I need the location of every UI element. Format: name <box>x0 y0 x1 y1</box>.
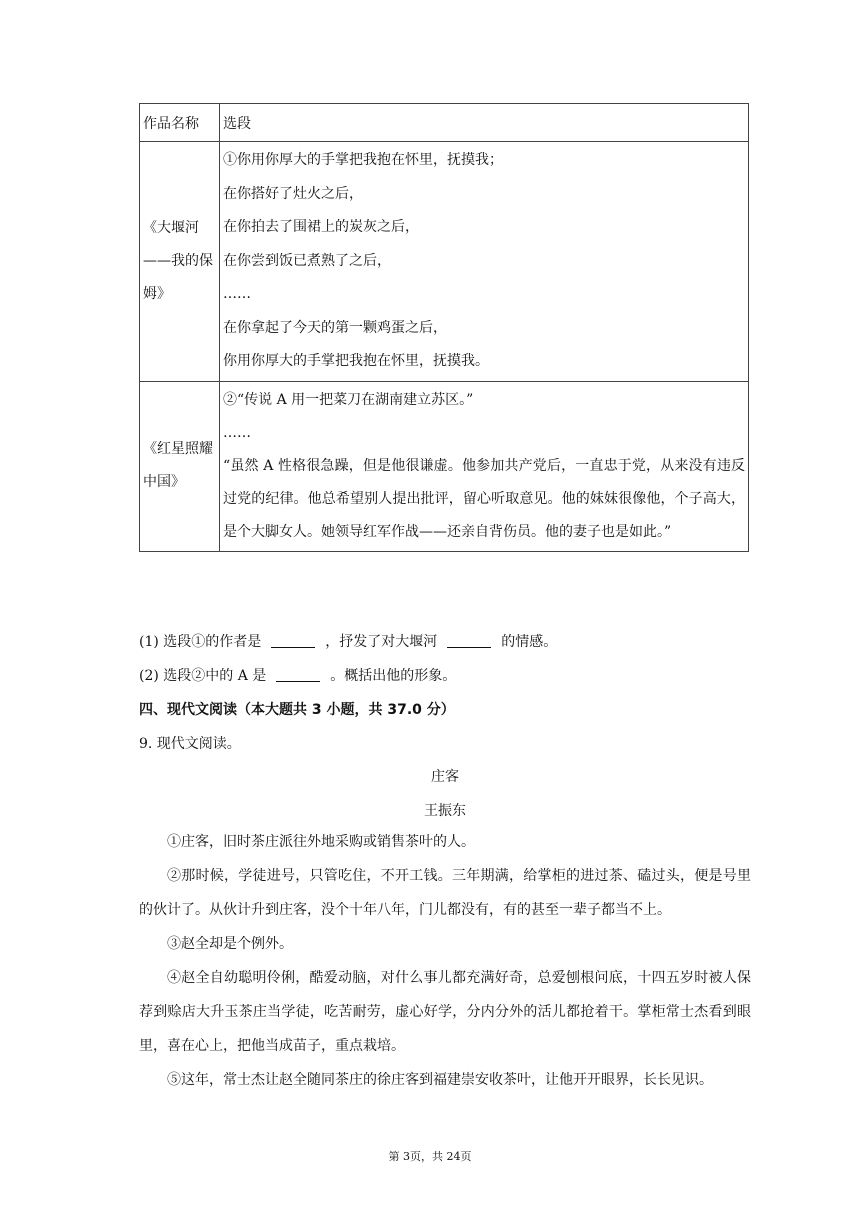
article-author: 王振东 <box>424 803 466 819</box>
header-work-name: 作品名称 <box>140 104 220 142</box>
question-1-text-a: (1) 选段①的作者是 <box>139 634 262 650</box>
excerpt-line: …… <box>223 424 251 441</box>
section-title: 四、现代文阅读（本大题共 3 小题，共 37.0 分） <box>139 702 455 718</box>
excerpt-2-cell <box>220 381 749 551</box>
question-1 <box>139 631 557 651</box>
answer-blank[interactable] <box>271 633 315 648</box>
excerpt-1-cell <box>220 142 749 382</box>
article-paragraph: ②那时候，学徒进号，只管吃住，不开工钱。三年期满，给掌柜的进过茶、磕过头，便是号里的伙计了。从伙计升到庄客，没个十年八年，门儿都没有，有的甚至一辈子都当不上。 <box>139 868 751 918</box>
question-1-text-b: ，抒发了对大堰河 <box>325 634 438 650</box>
poem-line: ①你用你厚大的手掌把我抱在怀里，抚摸我； <box>223 152 503 168</box>
excerpt-paragraph: “虽然 A 性格很急躁，但是他很谦虚。他参加共产党后，一直忠于党，从来没有违反过党的纪律。他总希望别人提出批评，留心听取意见。他的妹妹很像他，个子高大，是个大脚女人。她领导红军作战——还亲自背伤员。他的妻子也是如此。” <box>223 457 745 540</box>
question-2 <box>139 665 456 685</box>
excerpt-line: ②“传说 A 用一把菜刀在湖南建立苏区。” <box>223 391 474 408</box>
table-row <box>140 142 749 382</box>
work-title-red-star: 《红星照耀中国》 <box>140 381 220 551</box>
poem-line: 你用你厚大的手掌把我抱在怀里，抚摸我。 <box>223 353 489 369</box>
header-excerpt: 选段 <box>220 104 749 142</box>
article-paragraph: ①庄客，旧时茶庄派往外地采购或销售茶叶的人。 <box>167 834 475 850</box>
table-header-row <box>140 104 749 142</box>
page-footer: 第 3页，共 24页 <box>388 1150 472 1163</box>
question-2-text-b: 。概括出他的形象。 <box>330 668 457 684</box>
answer-blank[interactable] <box>276 667 320 682</box>
question-2-text-a: (2) 选段②中的 A 是 <box>139 668 267 684</box>
work-title-dayanhe: 《大堰河——我的保姆》 <box>140 142 220 382</box>
question-1-text-c: 的情感。 <box>501 634 558 650</box>
poem-line: 在你拿起了今天的第一颗鸡蛋之后， <box>223 319 447 336</box>
table-row <box>140 381 749 551</box>
answer-blank[interactable] <box>447 633 491 648</box>
article-paragraph: ⑤这年，常士杰让赵全随同茶庄的徐庄客到福建崇安收茶叶，让他开开眼界，长长见识。 <box>167 1072 713 1088</box>
poem-line: 在你搭好了灶火之后， <box>223 185 363 202</box>
item-9-heading: 9. 现代文阅读。 <box>139 736 241 752</box>
poem-line: 在你拍去了围裙上的炭灰之后， <box>223 219 419 235</box>
works-table <box>139 103 749 552</box>
poem-line: 在你尝到饭已煮熟了之后， <box>223 252 391 269</box>
article-title: 庄客 <box>431 769 459 785</box>
poem-line: …… <box>223 286 251 302</box>
article-paragraph: ④赵全自幼聪明伶俐，酷爱动脑，对什么事儿都充满好奇，总爱刨根问底，十四五岁时被人保荐到赊店大升玉茶庄当学徒，吃苦耐劳，虚心好学，分内分外的活儿都抢着干。掌柜常士杰看到眼里，喜在心上，把他当成苗子，重点栽培。 <box>139 970 751 1054</box>
article-paragraph: ③赵全却是个例外。 <box>167 936 293 952</box>
